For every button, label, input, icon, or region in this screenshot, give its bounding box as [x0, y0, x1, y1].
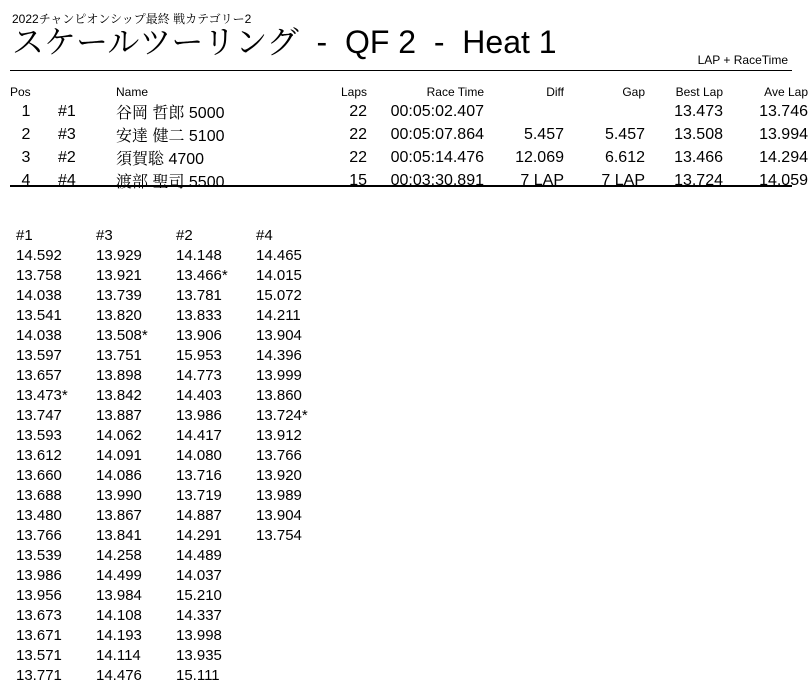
lap-time: 14.465 [256, 247, 302, 264]
laps-cell: 22 [349, 148, 367, 166]
lap-time: 13.867 [96, 507, 142, 524]
car-number-cell: #3 [58, 125, 76, 143]
lap-time: 13.999 [256, 367, 302, 384]
car-number-cell: #1 [58, 102, 76, 120]
lap-time: 14.592 [16, 247, 62, 264]
lap-time: 14.062 [96, 427, 142, 444]
diff-cell: 12.069 [515, 148, 564, 166]
lap-time: 13.906 [176, 327, 222, 344]
lap-time: 14.489 [176, 547, 222, 564]
laps-cell: 15 [349, 171, 367, 189]
lap-time: 14.086 [96, 467, 142, 484]
lap-time: 13.688 [16, 487, 62, 504]
best-lap-cell: 13.473 [674, 102, 723, 120]
best-lap-cell: 13.724 [674, 171, 723, 189]
lap-time: 13.508* [96, 327, 148, 344]
lap-time: 13.771 [16, 667, 62, 684]
lap-time: 13.671 [16, 627, 62, 644]
lap-time: 14.417 [176, 427, 222, 444]
lap-column-header: #3 [96, 227, 113, 244]
lap-time: 13.842 [96, 387, 142, 404]
lap-time: 13.984 [96, 587, 142, 604]
lap-time: 14.499 [96, 567, 142, 584]
col-header-gap: Gap [622, 85, 645, 99]
lap-time: 13.751 [96, 347, 142, 364]
ave-lap-cell: 14.294 [759, 148, 808, 166]
col-header-race-time: Race Time [426, 85, 484, 99]
lap-time: 13.887 [96, 407, 142, 424]
lap-time: 14.080 [176, 447, 222, 464]
lap-time: 13.956 [16, 587, 62, 604]
col-header-pos: Pos [10, 85, 31, 99]
lap-time: 14.091 [96, 447, 142, 464]
lap-column [176, 226, 256, 686]
lap-time: 13.781 [176, 287, 222, 304]
lap-time: 13.739 [96, 287, 142, 304]
lap-time: 13.920 [256, 467, 302, 484]
best-lap-cell: 13.508 [674, 125, 723, 143]
diff-cell: 5.457 [523, 125, 564, 143]
lap-column [256, 226, 336, 686]
lap-time: 13.539 [16, 547, 62, 564]
lap-time: 13.541 [16, 307, 62, 324]
lap-time: 13.657 [16, 367, 62, 384]
laps-cell: 22 [349, 102, 367, 120]
laps-cell: 22 [349, 125, 367, 143]
lap-time: 13.898 [96, 367, 142, 384]
ave-lap-cell: 13.746 [759, 102, 808, 120]
result-row [10, 123, 808, 146]
lap-times-grid [16, 226, 336, 686]
event-subtitle: 2022チャンピオンシップ最終 戦カテゴリー2 [12, 12, 252, 26]
ave-lap-cell: 13.994 [759, 125, 808, 143]
lap-column-header: #2 [176, 227, 193, 244]
lap-time: 14.148 [176, 247, 222, 264]
lap-time: 14.211 [256, 307, 301, 324]
lap-time: 13.860 [256, 387, 302, 404]
lap-time: 13.921 [96, 267, 142, 284]
driver-name-cell: 渡部 聖司 5500 [116, 174, 225, 191]
race-time-cell: 00:05:02.407 [390, 102, 484, 120]
lap-time: 13.989 [256, 487, 302, 504]
lap-time: 13.571 [16, 647, 62, 664]
lap-time: 13.754 [256, 527, 302, 544]
result-row [10, 100, 808, 123]
lap-time: 14.037 [176, 567, 222, 584]
lap-time: 13.597 [16, 347, 62, 364]
gap-cell: 5.457 [604, 125, 645, 143]
lap-time: 14.038 [16, 327, 62, 344]
lap-time: 13.990 [96, 487, 142, 504]
lap-time: 13.935 [176, 647, 222, 664]
lap-time: 14.193 [96, 627, 142, 644]
lap-time: 13.841 [96, 527, 142, 544]
race-time-cell: 00:05:07.864 [390, 125, 484, 143]
lap-time: 15.210 [176, 587, 222, 604]
lap-time: 14.114 [96, 647, 141, 664]
lap-time: 15.953 [176, 347, 222, 364]
lap-time: 13.473* [16, 387, 68, 404]
results-bottom-divider [10, 185, 792, 187]
col-header-number [42, 84, 116, 100]
lap-time: 13.766 [16, 527, 62, 544]
lap-time: 15.072 [256, 287, 302, 304]
results-table [10, 84, 808, 192]
gap-cell [564, 100, 645, 123]
lap-time: 14.038 [16, 287, 62, 304]
lap-time: 14.015 [256, 267, 302, 284]
result-row [10, 169, 808, 192]
header-divider [10, 70, 792, 71]
lap-time: 14.291 [176, 527, 222, 544]
lap-time: 13.660 [16, 467, 62, 484]
lap-time: 13.929 [96, 247, 142, 264]
lap-time: 15.111 [176, 667, 220, 684]
pos-cell: 1 [21, 102, 31, 120]
lap-time: 13.747 [16, 407, 62, 424]
lap-time: 14.887 [176, 507, 222, 524]
display-mode-label: LAP + RaceTime [697, 53, 788, 67]
lap-column-header: #1 [16, 227, 33, 244]
lap-time: 13.716 [176, 467, 222, 484]
col-header-name: Name [116, 85, 149, 99]
lap-time: 13.673 [16, 607, 62, 624]
driver-name-cell: 谷岡 哲郎 5000 [116, 105, 225, 122]
lap-column [16, 226, 96, 686]
best-lap-cell: 13.466 [674, 148, 723, 166]
ave-lap-cell: 14.059 [759, 171, 808, 189]
pos-cell: 2 [21, 125, 31, 143]
results-header-row [10, 84, 808, 100]
lap-column-header: #4 [256, 227, 273, 244]
lap-time: 13.593 [16, 427, 62, 444]
col-header-diff: Diff [546, 85, 564, 99]
driver-name-cell: 須賀聡 4700 [116, 151, 205, 168]
car-number-cell: #4 [58, 171, 76, 189]
diff-cell [484, 100, 564, 123]
pos-cell: 4 [21, 171, 31, 189]
col-header-ave-lap: Ave Lap [764, 85, 808, 99]
lap-time: 13.986 [16, 567, 62, 584]
lap-time: 14.258 [96, 547, 142, 564]
lap-column [96, 226, 176, 686]
lap-time: 13.904 [256, 507, 302, 524]
diff-cell: 7 LAP [520, 171, 564, 189]
pos-cell: 3 [21, 148, 31, 166]
lap-time: 13.998 [176, 627, 222, 644]
gap-cell: 6.612 [604, 148, 645, 166]
col-header-laps: Laps [340, 85, 367, 99]
lap-time: 14.108 [96, 607, 142, 624]
lap-time: 14.476 [96, 667, 142, 684]
lap-time: 13.758 [16, 267, 62, 284]
lap-time: 13.480 [16, 507, 62, 524]
gap-cell: 7 LAP [601, 171, 645, 189]
lap-time: 13.904 [256, 327, 302, 344]
lap-time: 14.396 [256, 347, 302, 364]
lap-time: 13.833 [176, 307, 222, 324]
lap-time: 14.403 [176, 387, 222, 404]
col-header-best-lap: Best Lap [675, 85, 723, 99]
lap-time: 13.820 [96, 307, 142, 324]
car-number-cell: #2 [58, 148, 76, 166]
page-title: スケールツーリング - QF 2 - Heat 1 [12, 24, 557, 60]
lap-time: 13.986 [176, 407, 222, 424]
race-time-cell: 00:03:30.891 [390, 171, 484, 189]
result-row [10, 146, 808, 169]
lap-time: 13.719 [176, 487, 222, 504]
lap-time: 13.466* [176, 267, 228, 284]
lap-time: 13.912 [256, 427, 302, 444]
race-time-cell: 00:05:14.476 [390, 148, 484, 166]
lap-time: 13.724* [256, 407, 308, 424]
lap-time: 13.612 [16, 447, 62, 464]
driver-name-cell: 安達 健二 5100 [116, 128, 225, 145]
lap-time: 13.766 [256, 447, 302, 464]
lap-time: 14.337 [176, 607, 222, 624]
lap-time: 14.773 [176, 367, 222, 384]
